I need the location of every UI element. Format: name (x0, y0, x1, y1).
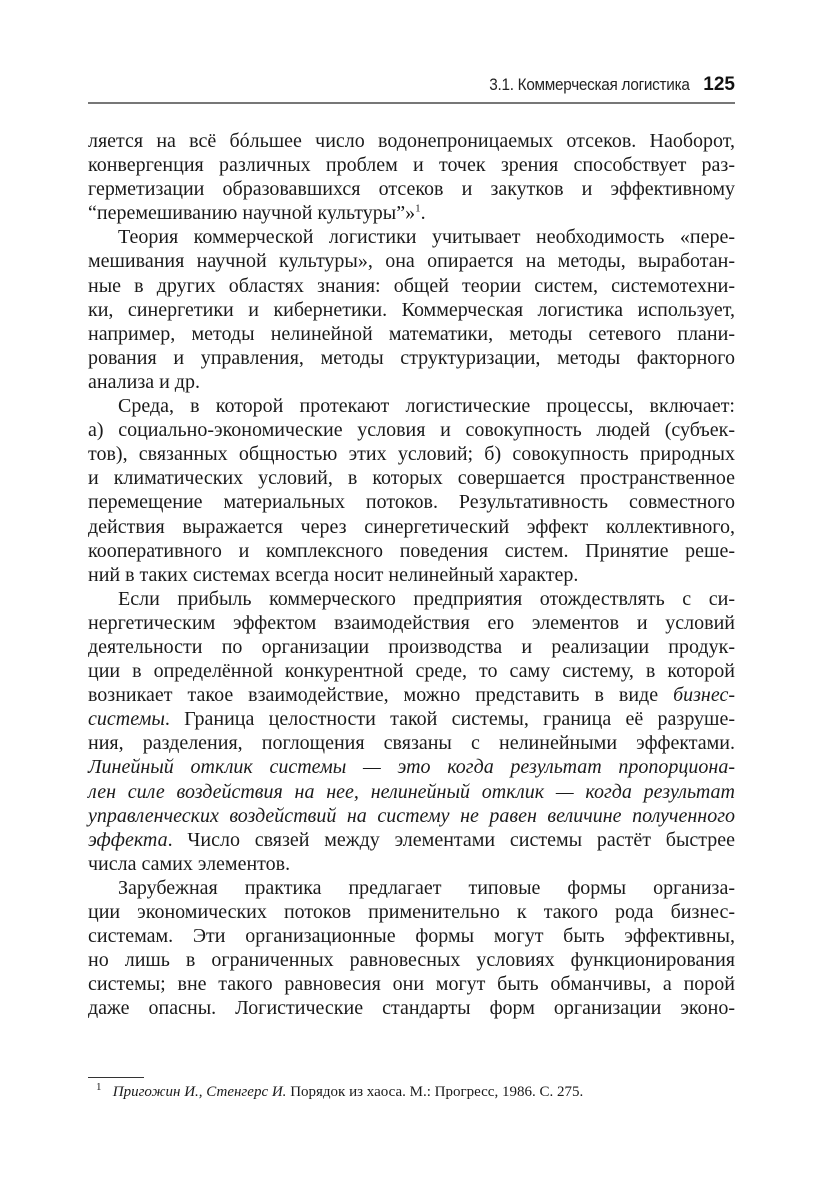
text: ные в других областях знания: общей теории систем, системотехни- (88, 274, 735, 297)
text-line (88, 370, 735, 394)
text: ции экономических потоков применительно к такого рода бизнес- (88, 901, 735, 923)
text: рования и управления, методы структуризации, методы факторного (88, 346, 735, 369)
paragraph (88, 394, 735, 587)
running-header (88, 74, 735, 102)
text-line (88, 780, 735, 804)
text-line (88, 346, 735, 370)
text: ния, разделения, поглощения связаны с нелинейными эффектами. (88, 732, 735, 755)
text: перемещение материальных потоков. Результативность совместного (88, 491, 735, 514)
text-line (88, 225, 735, 249)
text-line (88, 274, 735, 298)
text-line (88, 948, 735, 972)
text-line (88, 466, 735, 490)
footnote-rule (88, 1077, 144, 1078)
text-line (88, 177, 735, 201)
text: Зарубежная практика предлагает типовые формы организа- (118, 876, 735, 899)
text-line (88, 394, 735, 418)
footnote-reference[interactable]: 1 (415, 202, 421, 215)
page-number: 125 (703, 74, 735, 95)
paragraph (88, 129, 735, 225)
italic-text: эффекта (88, 828, 168, 851)
text: тов), связанных общностью этих условий; б) совокупность природных (88, 443, 735, 466)
text-line (88, 490, 735, 514)
text-line (88, 442, 735, 466)
text: конвергенция различных проблем и точек зрения способствует раз- (88, 154, 735, 177)
text-line (88, 539, 735, 563)
italic-text: лен силе воздействия на нее, нелинейный отклик — когда результат (88, 780, 735, 803)
text: нергетическим эффектом взаимодействия его элементов и условий (88, 611, 735, 634)
text-line (88, 996, 735, 1020)
text-line (88, 635, 735, 659)
text-line (88, 731, 735, 755)
text: Если прибыль коммерческого предприятия отождествлять с си- (118, 587, 735, 610)
text-line (88, 515, 735, 539)
footnote-mark: 1 (96, 1081, 102, 1093)
text: системы; вне такого равновесия они могут быть обманчивы, а порой (88, 973, 735, 996)
text: . Число связей между элементами системы растёт быстрее (167, 828, 735, 851)
text-line (88, 900, 735, 924)
text: мешивания научной культуры», она опирается на методы, выработан- (88, 250, 735, 273)
text: и климатических условий, в которых совершается пространственное (88, 467, 735, 490)
text: а) социально-экономические условия и совокупность людей (субъек- (88, 419, 735, 442)
italic-text: системы (88, 708, 165, 731)
italic-text: Линейный отклик системы — это когда результат пропорциона- (88, 756, 735, 779)
text: ции в определённой конкурентной среде, то саму систему, в которой (88, 660, 735, 683)
text: Теория коммерческой логистики учитывает необходимость «пере- (118, 226, 735, 249)
text-line (88, 587, 735, 611)
running-title: 3.1. Коммерческая логистика (488, 75, 690, 94)
text-line (88, 876, 735, 900)
text-line (88, 707, 735, 731)
text-line (88, 852, 735, 876)
text-line (88, 659, 735, 683)
text: числа самих элементов. (88, 852, 291, 875)
text-line (88, 322, 735, 346)
paragraph (88, 876, 735, 1021)
text-line (88, 683, 735, 707)
paragraph (88, 225, 735, 394)
text: ки, синергетики и кибернетики. Коммерческая логистика использует, (88, 298, 735, 321)
text: герметизации образовавшихся отсеков и закутков и эффективному (88, 178, 735, 201)
text-line (88, 201, 735, 225)
text-line (88, 298, 735, 322)
text: анализа и др. (88, 370, 200, 393)
footnote (96, 1081, 584, 1101)
text: возникает такое взаимодействие, можно представить в виде (88, 684, 674, 707)
text-line (88, 972, 735, 996)
text: . (420, 202, 426, 225)
text: системам. Эти организационные формы могут быть эффективны, (88, 925, 735, 948)
footnote-authors: Пригожин И., Стенгерс И. (112, 1084, 287, 1100)
text-line (88, 755, 735, 779)
text-line (88, 828, 735, 852)
body-text (88, 129, 735, 1020)
text-line (88, 924, 735, 948)
text-line (88, 249, 735, 273)
italic-text: управленческих воздействий на систему не равен величине полученного (88, 804, 735, 827)
text: даже опасны. Логистические стандарты форм организации эконо- (88, 997, 735, 1020)
text: ляется на всё бóльшее число водонепроницаемых отсеков. Наоборот, (88, 130, 735, 152)
text: . Граница целостности такой системы, граница её разруше- (164, 708, 735, 731)
text-line (88, 563, 735, 587)
text-line (88, 153, 735, 177)
footnote-text: Порядок из хаоса. М.: Прогресс, 1986. С. 275. (286, 1084, 584, 1100)
text: Среда, в которой протекают логистические процессы, включает: (118, 395, 735, 418)
text-line (88, 418, 735, 442)
text: например, методы нелинейной математики, методы сетевого плани- (88, 322, 735, 345)
text: кооперативного и комплексного поведения систем. Принятие реше- (88, 539, 735, 562)
header-rule (88, 102, 735, 104)
italic-text: бизнес- (673, 684, 735, 707)
text-line (88, 129, 735, 153)
paragraph (88, 587, 735, 876)
text: но лишь в ограниченных равновесных условиях функционирования (88, 949, 735, 972)
text-line (88, 611, 735, 635)
text: ний в таких системах всегда носит нелинейный характер. (88, 563, 579, 586)
text: деятельности по организации производства и реализации продук- (88, 635, 735, 658)
text-line (88, 804, 735, 828)
text: действия выражается через синергетический эффект коллективного, (88, 515, 735, 538)
text: “перемешиванию научной культуры”» (88, 202, 416, 225)
